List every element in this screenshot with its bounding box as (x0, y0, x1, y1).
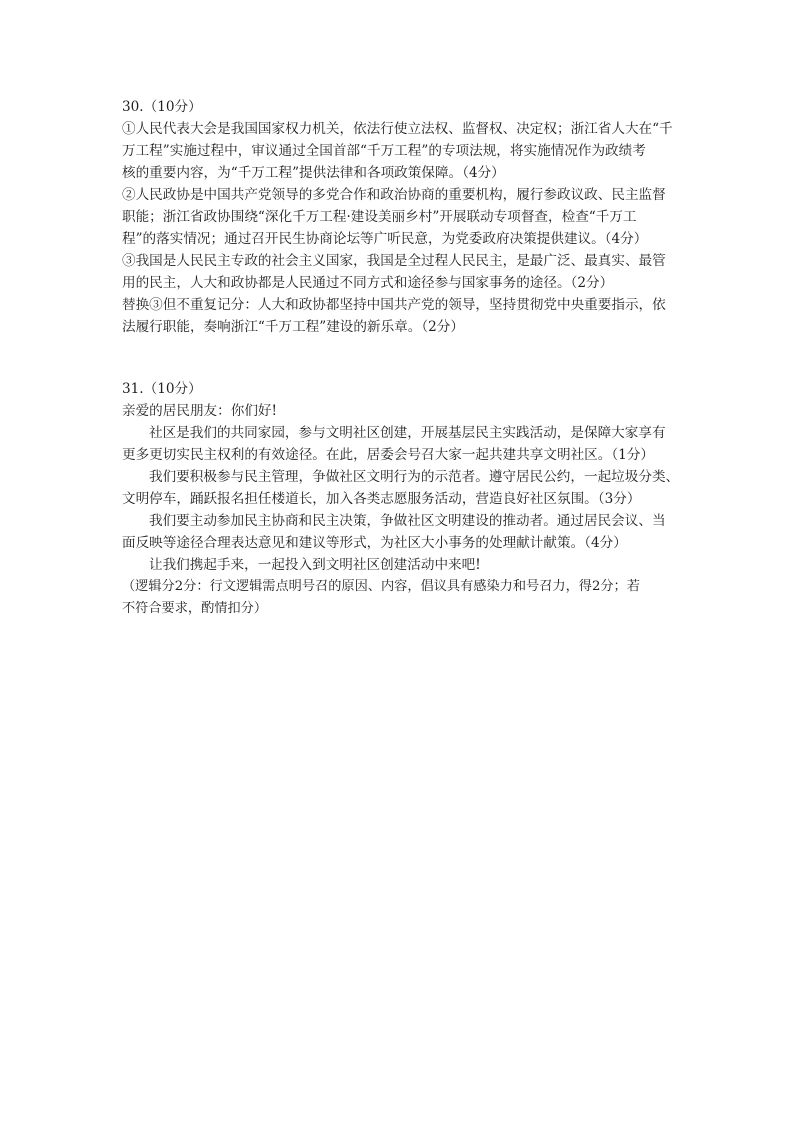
answer-line: 万工程”实施过程中，审议通过全国首部“千万工程”的专项法规，将实施情况作为政绩考 (122, 143, 646, 159)
answer-line: 核的重要内容，为“千万工程”提供法律和各项政策保障。（4分） (122, 165, 505, 181)
letter-greeting: 亲爱的居民朋友：你们好! (122, 403, 277, 419)
answer-line: 用的民主，人大和政协都是人民通过不同方式和途径参与国家事务的途径。（2分） (122, 275, 614, 291)
answer-line: 我们要主动参加民主协商和民主决策，争做社区文明建设的推动者。通过居民会议、当 (149, 513, 666, 529)
answer-line: 我们要积极参与民主管理，争做社区文明行为的示范者。遵守居民公约，一起垃圾分类、 (149, 469, 680, 485)
question-31-answer (122, 378, 682, 620)
question-31-header: 31.（10分） (122, 381, 202, 397)
scoring-note-line: （逻辑分2分：行文逻辑需点明号召的原因、内容，倡议具有感染力和号召力，得2分；若 (122, 579, 640, 594)
answer-line: 替换③但不重复记分：人大和政协都坚持中国共产党的领导，坚持贯彻党中央重要指示，依 (122, 297, 666, 313)
answer-line: ③我国是人民民主专政的社会主义国家，我国是全过程人民民主，是最广泛、最真实、最管 (122, 253, 666, 269)
answer-line: 让我们携起手来，一起投入到文明社区创建活动中来吧! (149, 557, 481, 573)
answer-line: ②人民政协是中国共产党领导的多党合作和政治协商的重要机构，履行参政议政、民主监督 (122, 187, 666, 203)
answer-line: 职能；浙江省政协围绕“深化千万工程·建设美丽乡村”开展联动专项督查，检查“千万工 (122, 209, 637, 225)
answer-line: 法履行职能，奏响浙江“千万工程”建设的新乐章。（2分） (122, 319, 464, 335)
scoring-note-line: 不符合要求，酌情扣分） (122, 601, 268, 616)
question-30-answer (122, 96, 682, 338)
answer-line: 更多更切实民主权利的有效途径。在此，居委会号召大家一起共建共享文明社区。（1分） (122, 447, 655, 463)
answer-line: 社区是我们的共同家园，参与文明社区创建，开展基层民主实践活动，是保障大家享有 (149, 425, 666, 441)
question-30-header: 30.（10分） (122, 99, 202, 115)
answer-line: 文明停车，踊跃报名担任楼道长，加入各类志愿服务活动，营造良好社区氛围。（3分） (122, 491, 641, 507)
answer-line: ①人民代表大会是我国国家权力机关，依法行使立法权、监督权、决定权；浙江省人大在“千 (122, 121, 673, 137)
answer-line: 面反映等途径合理表达意见和建议等形式，为社区大小事务的处理献计献策。（4分） (122, 535, 627, 551)
answer-line: 程”的落实情况；通过召开民生协商论坛等广听民意，为党委政府决策提供建议。（4分） (122, 231, 648, 247)
